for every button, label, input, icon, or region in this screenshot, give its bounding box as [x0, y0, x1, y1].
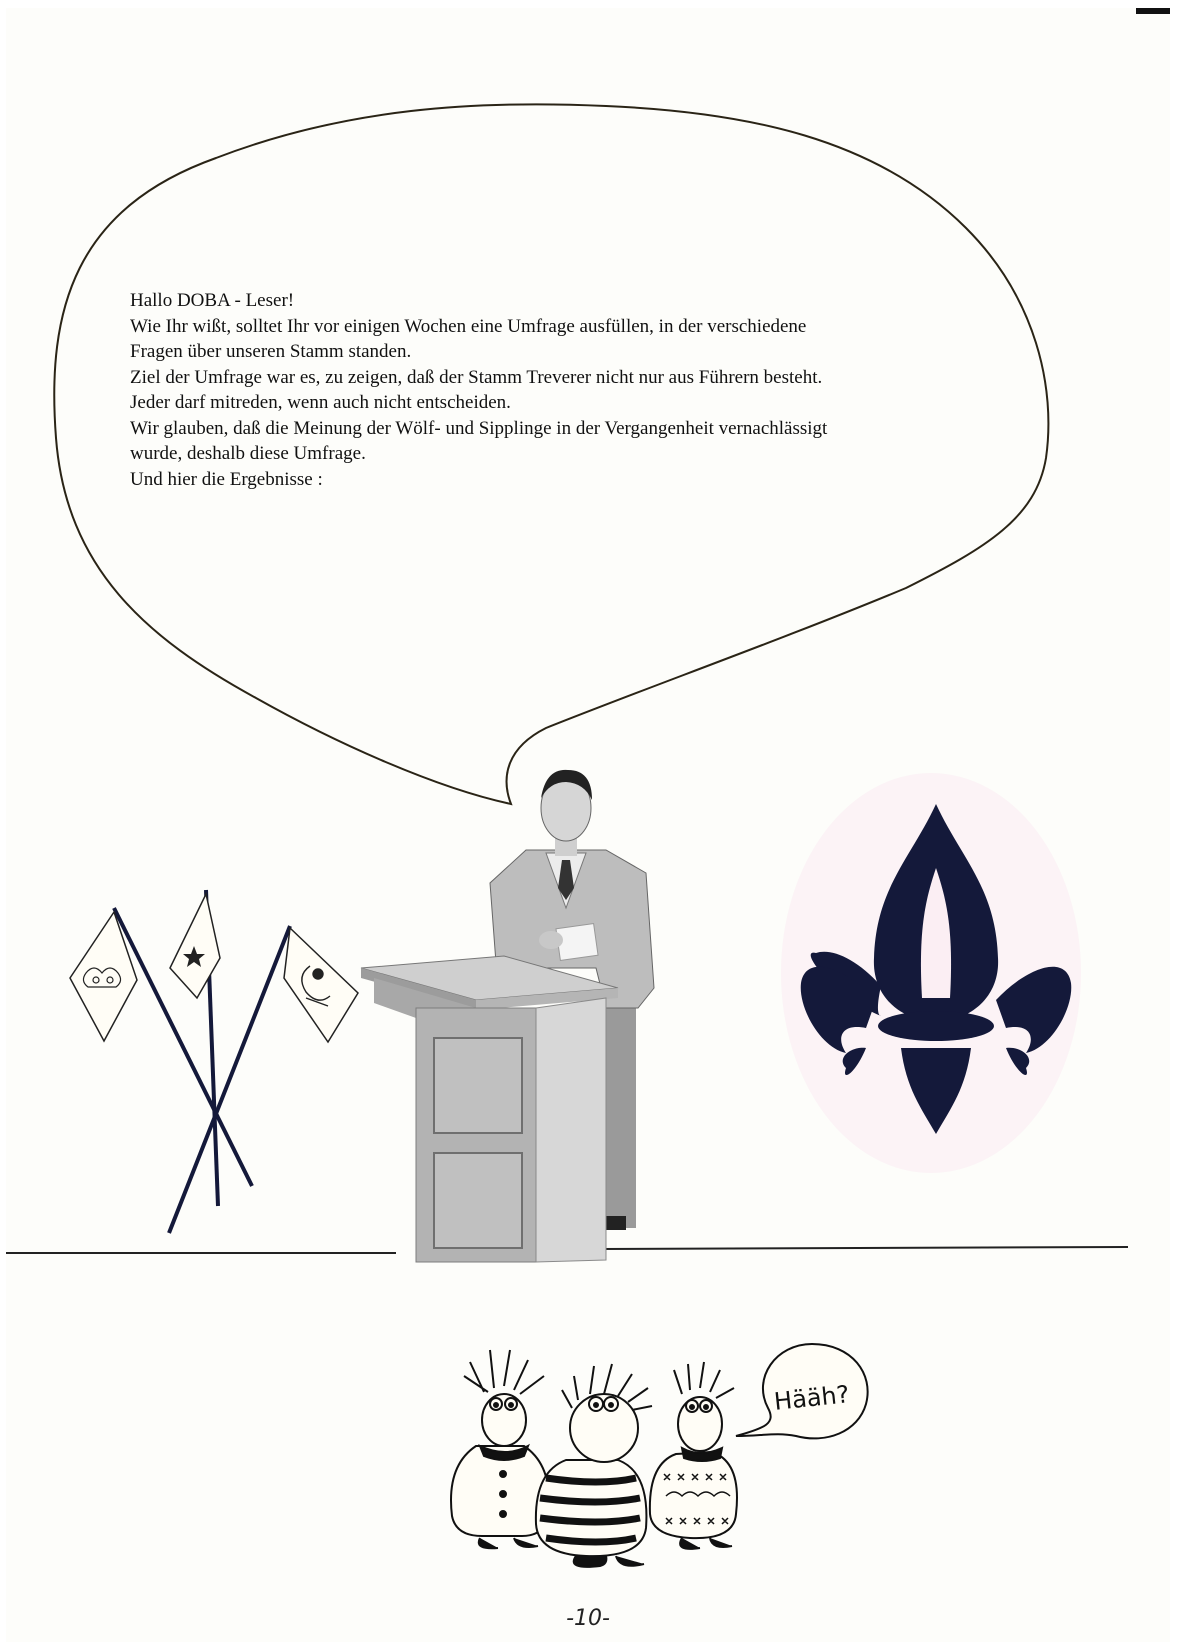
haeh-text: Hääh?	[772, 1380, 851, 1416]
fleur-de-lis-emblem	[781, 773, 1081, 1173]
document-page	[6, 8, 1170, 1642]
speech-line: Wie Ihr wißt, solltet Ihr vor einigen Wochen eine Umfrage ausfüllen, in der verschiedene	[130, 315, 807, 337]
flag-middle	[170, 894, 220, 998]
speech-line: Und hier die Ergebnisse :	[130, 468, 323, 490]
child-left	[451, 1350, 549, 1548]
speech-line: Wir glauben, daß die Meinung der Wölf- und Sipplinge in der Vergangenheit vernachlässigt	[130, 417, 828, 439]
flag-right	[284, 928, 358, 1042]
lectern	[361, 956, 618, 1262]
cartoon-children	[451, 1344, 868, 1567]
speech-line: Ziel der Umfrage war es, zu zeigen, daß der Stamm Treverer nicht nur aus Führern besteht.	[130, 366, 823, 388]
speech-line: Fragen über unseren Stamm standen.	[130, 341, 412, 362]
speech-line: wurde, deshalb diese Umfrage.	[130, 443, 366, 464]
child-right-sweater	[650, 1362, 737, 1549]
illustration-layer	[6, 8, 1170, 1642]
child-middle-striped	[536, 1364, 652, 1567]
speech-line: Jeder darf mitreden, wenn auch nicht entscheiden.	[130, 392, 511, 413]
speech-bubble-text	[130, 288, 980, 492]
speech-line: Hallo DOBA - Leser!	[130, 290, 295, 311]
page-number: -10-	[566, 1606, 610, 1631]
